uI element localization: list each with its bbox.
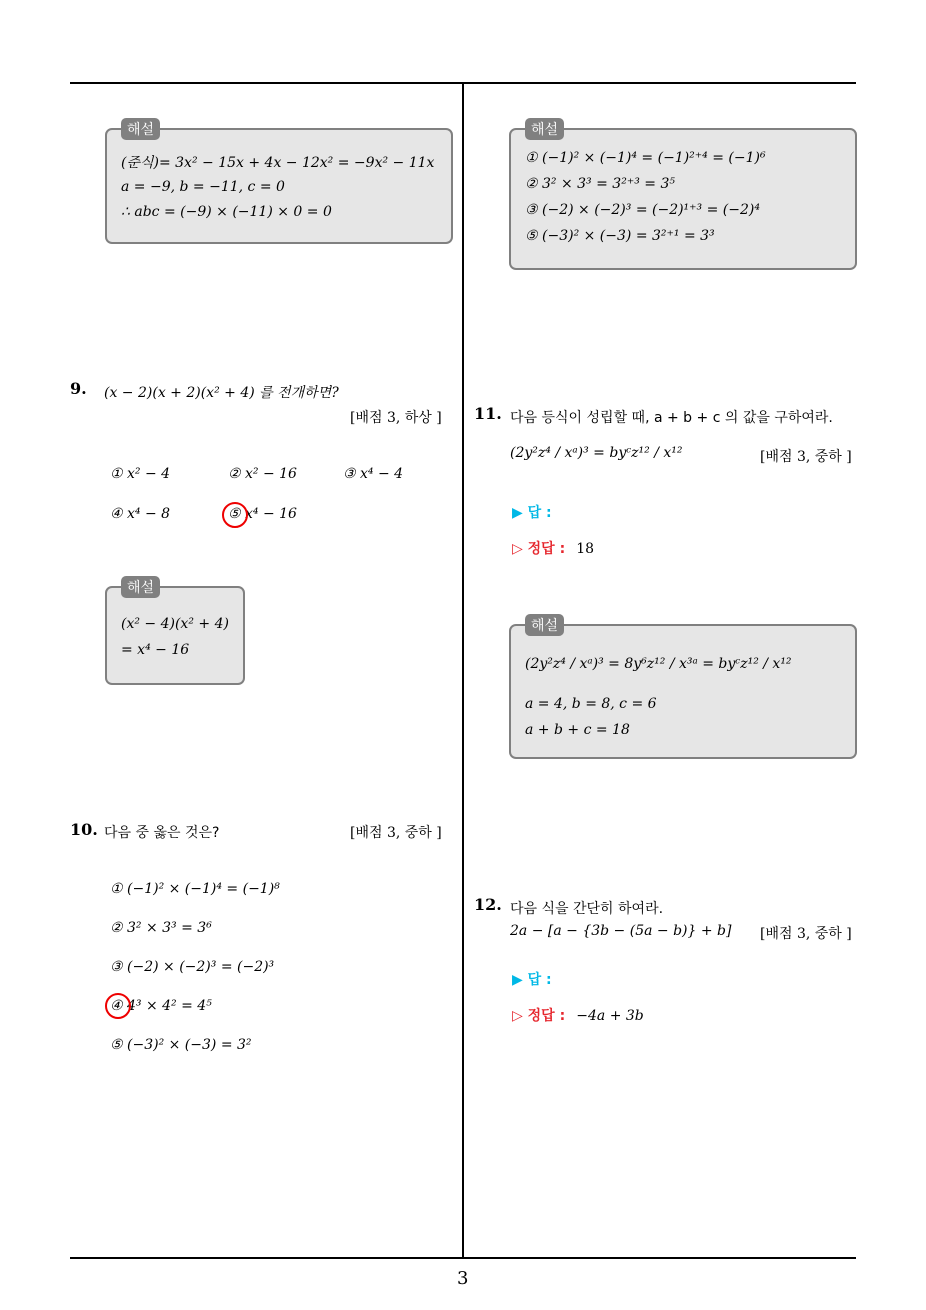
answer-label: ▶ 답 :: [512, 505, 552, 521]
solution-line: ② 3² × 3³ = 3²⁺³ = 3⁵: [525, 176, 675, 192]
option-2: ② x² − 16: [228, 466, 297, 482]
option-5: ⑤ (−3)² × (−3) = 3²: [110, 1037, 252, 1053]
correct-answer-row: [512, 1005, 644, 1025]
solution-line: ⑤ (−3)² × (−3) = 3²⁺¹ = 3³: [525, 228, 715, 244]
option-1: ① (−1)² × (−1)⁴ = (−1)⁸: [110, 881, 280, 897]
solution-line: a = 4, b = 8, c = 6: [525, 696, 657, 712]
selected-answer-mark-icon: [222, 502, 248, 528]
option-4: ④ 4³ × 4² = 4⁵: [110, 998, 212, 1014]
question-points: [배점 3, 중하 ]: [350, 825, 442, 841]
solution-box-q10: [509, 122, 857, 270]
column-divider: [462, 84, 464, 1259]
correct-answer-label: ▷ 정답 :: [512, 541, 566, 557]
solution-line: a + b + c = 18: [525, 722, 630, 738]
option-3: ③ x⁴ − 4: [343, 466, 404, 482]
option-5: ⑤ x⁴ − 16: [228, 506, 297, 522]
question-points: [배점 3, 중하 ]: [760, 449, 852, 465]
solution-line: (x² − 4)(x² + 4): [121, 616, 229, 632]
solution-tag: 해설: [121, 576, 160, 598]
solution-line: ③ (−2) × (−2)³ = (−2)¹⁺³ = (−2)⁴: [525, 202, 760, 218]
correct-answer-row: [512, 538, 594, 558]
solution-box-q8: [105, 122, 453, 244]
question-number: 11.: [474, 404, 502, 423]
solution-tag: 해설: [121, 118, 160, 140]
correct-answer-value: −4a + 3b: [576, 1008, 644, 1024]
correct-answer-label: ▷ 정답 :: [512, 1008, 566, 1024]
solution-box-q9: [105, 580, 245, 685]
question-formula: (2y²z⁴ / xᵃ)³ = byᶜz¹² / x¹²: [510, 445, 683, 461]
question-number: 12.: [474, 895, 502, 914]
correct-answer-value: 18: [576, 541, 595, 557]
answer-label: ▶ 답 :: [512, 972, 552, 988]
question-number: 9.: [70, 379, 87, 398]
solution-line: a = −9, b = −11, c = 0: [121, 179, 285, 195]
solution-line: (2y²z⁴ / xᵃ)³ = 8y⁶z¹² / x³ᵃ = byᶜz¹² / x¹²: [525, 656, 792, 672]
option-4: ④ x⁴ − 8: [110, 506, 171, 522]
solution-box-q11: [509, 618, 857, 759]
selected-answer-mark-icon: [105, 993, 131, 1019]
question-number: 10.: [70, 820, 98, 839]
bottom-rule: [70, 1257, 856, 1259]
solution-line: ① (−1)² × (−1)⁴ = (−1)²⁺⁴ = (−1)⁶: [525, 150, 766, 166]
option-2: ② 3² × 3³ = 3⁶: [110, 920, 212, 936]
question-points: [배점 3, 중하 ]: [760, 926, 852, 942]
question-text: 다음 식을 간단히 하여라.: [510, 901, 664, 917]
question-text: 다음 등식이 성립할 때, a + b + c 의 값을 구하여라.: [510, 410, 833, 426]
solution-tag: 해설: [525, 614, 564, 636]
solution-line: = x⁴ − 16: [121, 642, 190, 658]
solution-tag: 해설: [525, 118, 564, 140]
solution-line: (준식)= 3x² − 15x + 4x − 12x² = −9x² − 11x: [121, 155, 435, 171]
question-text: 다음 중 옳은 것은?: [104, 825, 220, 841]
question-formula: 2a − [a − {3b − (5a − b)} + b]: [510, 923, 732, 939]
option-3: ③ (−2) × (−2)³ = (−2)³: [110, 959, 275, 975]
question-points: [배점 3, 하상 ]: [350, 410, 442, 426]
solution-line: ∴ abc = (−9) × (−11) × 0 = 0: [121, 204, 332, 220]
question-text: (x − 2)(x + 2)(x² + 4) 를 전개하면?: [104, 385, 339, 401]
page-number: 3: [457, 1268, 469, 1289]
option-1: ① x² − 4: [110, 466, 171, 482]
